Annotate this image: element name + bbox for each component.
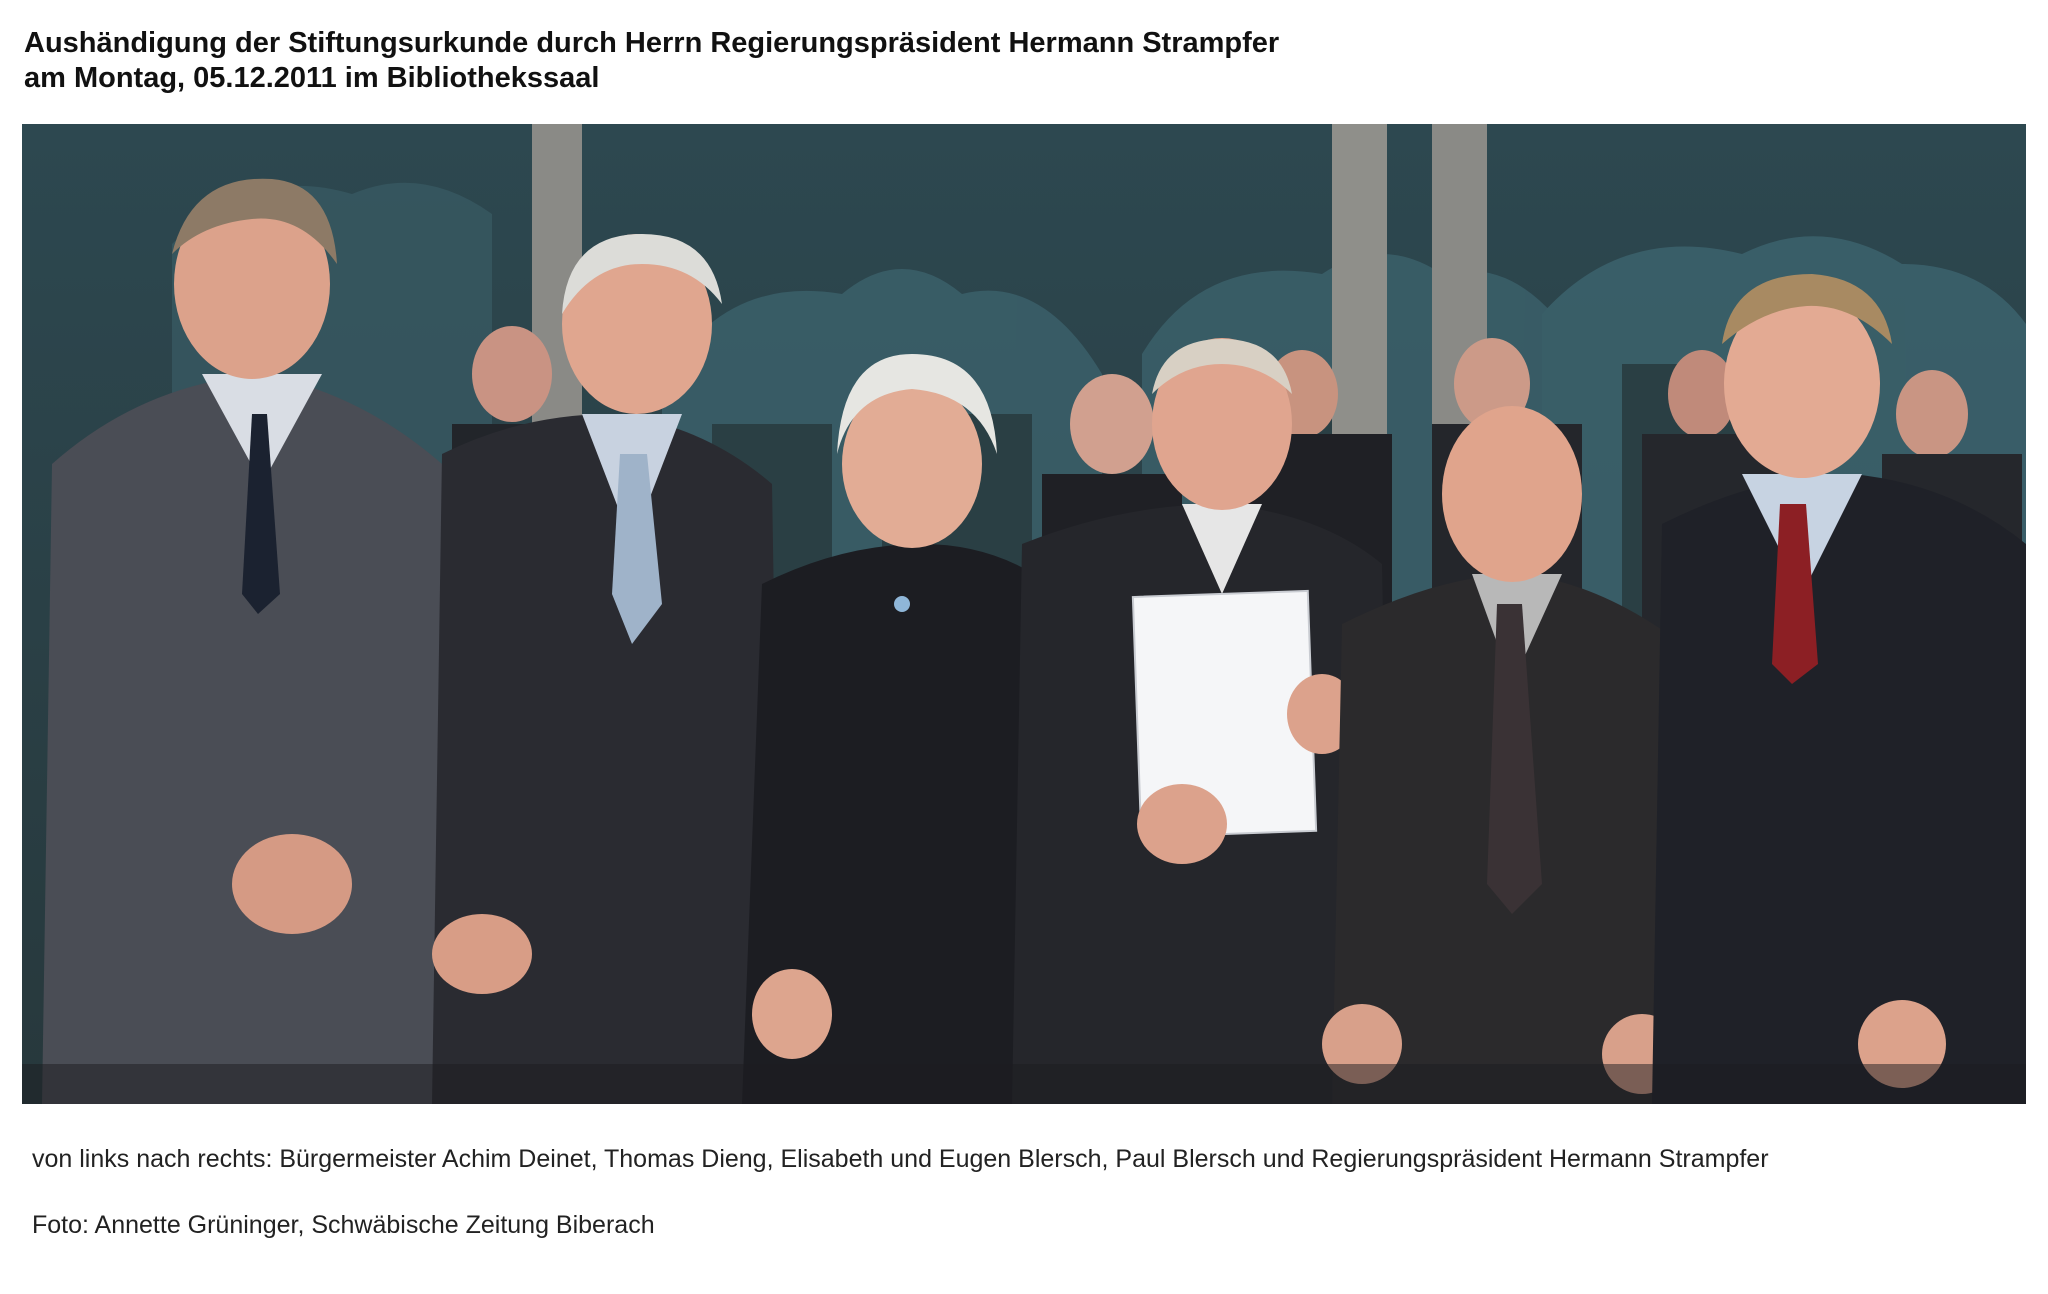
headline-line-1: Aushändigung der Stiftungsurkunde durch Herrn Regierungspräsident Hermann Strampfer bbox=[24, 27, 1280, 59]
group-photo-illustration bbox=[22, 124, 2026, 1104]
group-photo bbox=[22, 124, 2026, 1104]
photo-credit: Foto: Annette Grüninger, Schwäbische Zeitung Biberach bbox=[32, 1211, 655, 1239]
headline-line-2: am Montag, 05.12.2011 im Bibliothekssaal bbox=[24, 62, 600, 94]
photo-caption: von links nach rechts: Bürgermeister Achim Deinet, Thomas Dieng, Elisabeth und Eugen Blersch, Paul Blersch und Regierungspräsident Hermann Strampfer bbox=[32, 1145, 1769, 1173]
headline bbox=[24, 26, 1924, 96]
